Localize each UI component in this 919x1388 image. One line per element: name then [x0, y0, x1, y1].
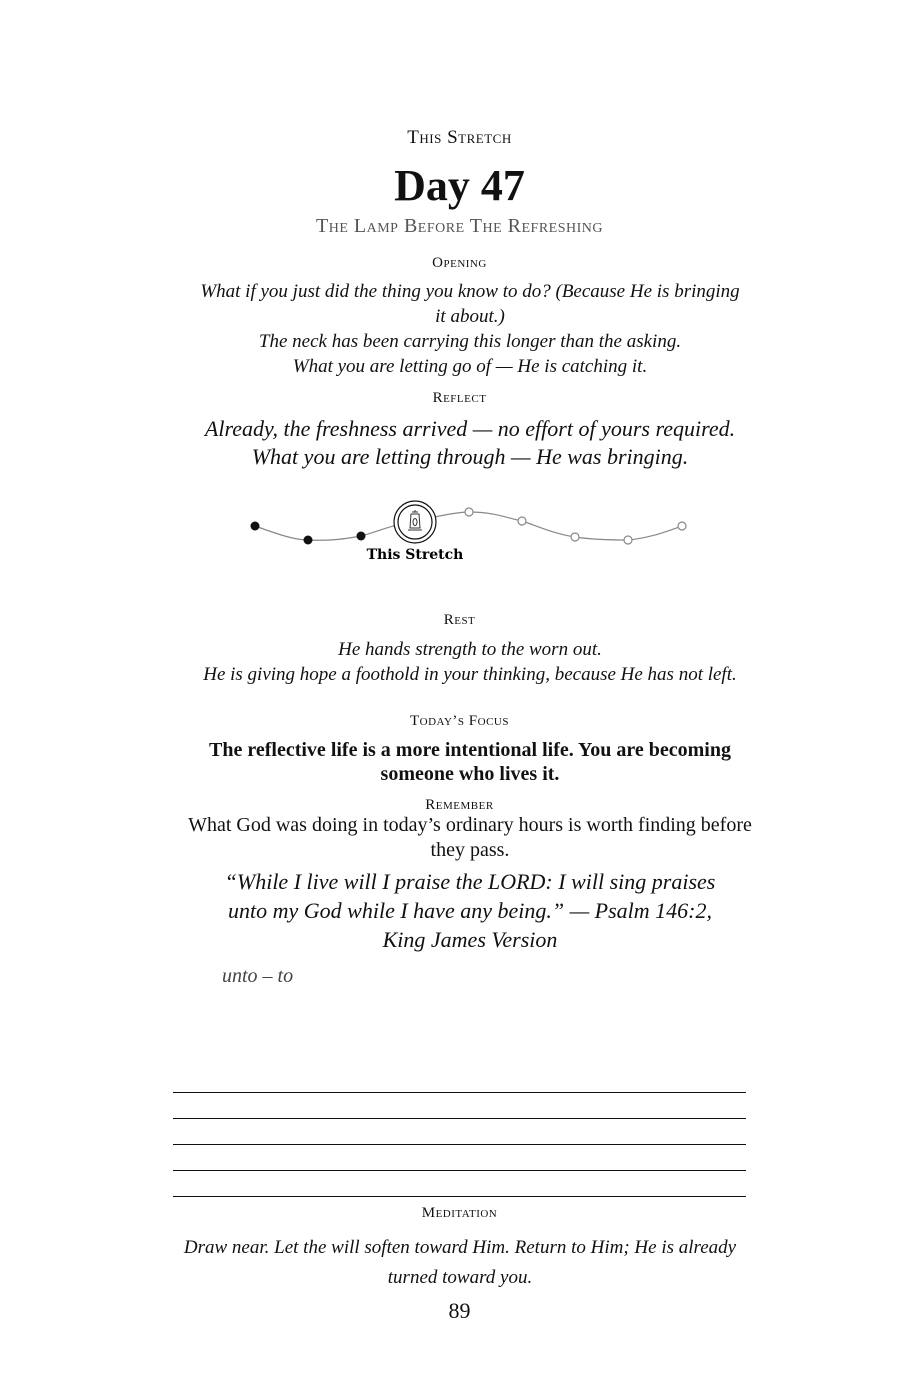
reflect-label: Reflect [432, 390, 487, 406]
rest-text [160, 637, 780, 687]
page-number: 89 [448, 1298, 471, 1323]
day-title: Day 47 [394, 161, 525, 210]
journal-line[interactable] [173, 1170, 746, 1196]
opening-text [200, 279, 740, 379]
journal-line[interactable] [173, 1092, 746, 1118]
day-subtitle: The Lamp Before The Refreshing [316, 215, 603, 237]
journal-line[interactable] [173, 1144, 746, 1170]
meditation-label: Meditation [421, 1205, 498, 1221]
opening-line: The neck has been carrying this longer than the asking. [258, 331, 682, 352]
opening-label: Opening [432, 255, 487, 271]
journey-stop-upcoming [678, 522, 686, 530]
focus-text: The reflective life is a more intentional life. You are becoming someone who lives it. [209, 739, 731, 785]
journey-stop-current [394, 501, 436, 543]
focus-label: Today’s Focus [410, 713, 509, 729]
opening-line: What if you just did the thing you know to do? (Because He is bringing it about.) [200, 281, 740, 327]
remember-label: Remember [425, 797, 494, 813]
journey-stop-completed [304, 536, 313, 545]
scripture-verse: “While I live will I praise the LORD: I will sing praises unto my God while I have any being.” — Psalm 146:2, King James Version [224, 869, 716, 952]
rest-line: He hands strength to the worn out. [338, 639, 602, 660]
opening-line: What you are letting go of — He is catching it. [292, 356, 648, 377]
journey-progress [240, 495, 700, 575]
word-gloss: unto – to [222, 965, 294, 987]
journey-stop-upcoming [571, 533, 579, 541]
rest-line: He is giving hope a foothold in your thinking, because He has not left. [203, 664, 737, 685]
reflect-line: Already, the freshness arrived — no effort of yours required. [204, 416, 736, 441]
journal-line[interactable] [173, 1118, 746, 1144]
remember-text: What God was doing in today’s ordinary hours is worth finding before they pass. [188, 814, 752, 861]
journal-lines[interactable] [173, 1092, 746, 1222]
rest-label: Rest [443, 612, 476, 628]
journey-caption: This Stretch [366, 547, 464, 563]
stretch-label: This Stretch [407, 127, 512, 148]
journey-stop-completed [357, 532, 366, 541]
reflect-line: What you are letting through — He was bringing. [251, 444, 689, 469]
meditation-text: Draw near. Let the will soften toward Him. Return to Him; He is already turned toward you. [183, 1237, 737, 1288]
journey-stop-upcoming [518, 517, 526, 525]
journey-stop-upcoming [624, 536, 632, 544]
journey-stop-completed [251, 522, 260, 531]
journey-stop-upcoming [465, 508, 473, 516]
reflect-text [160, 415, 780, 471]
